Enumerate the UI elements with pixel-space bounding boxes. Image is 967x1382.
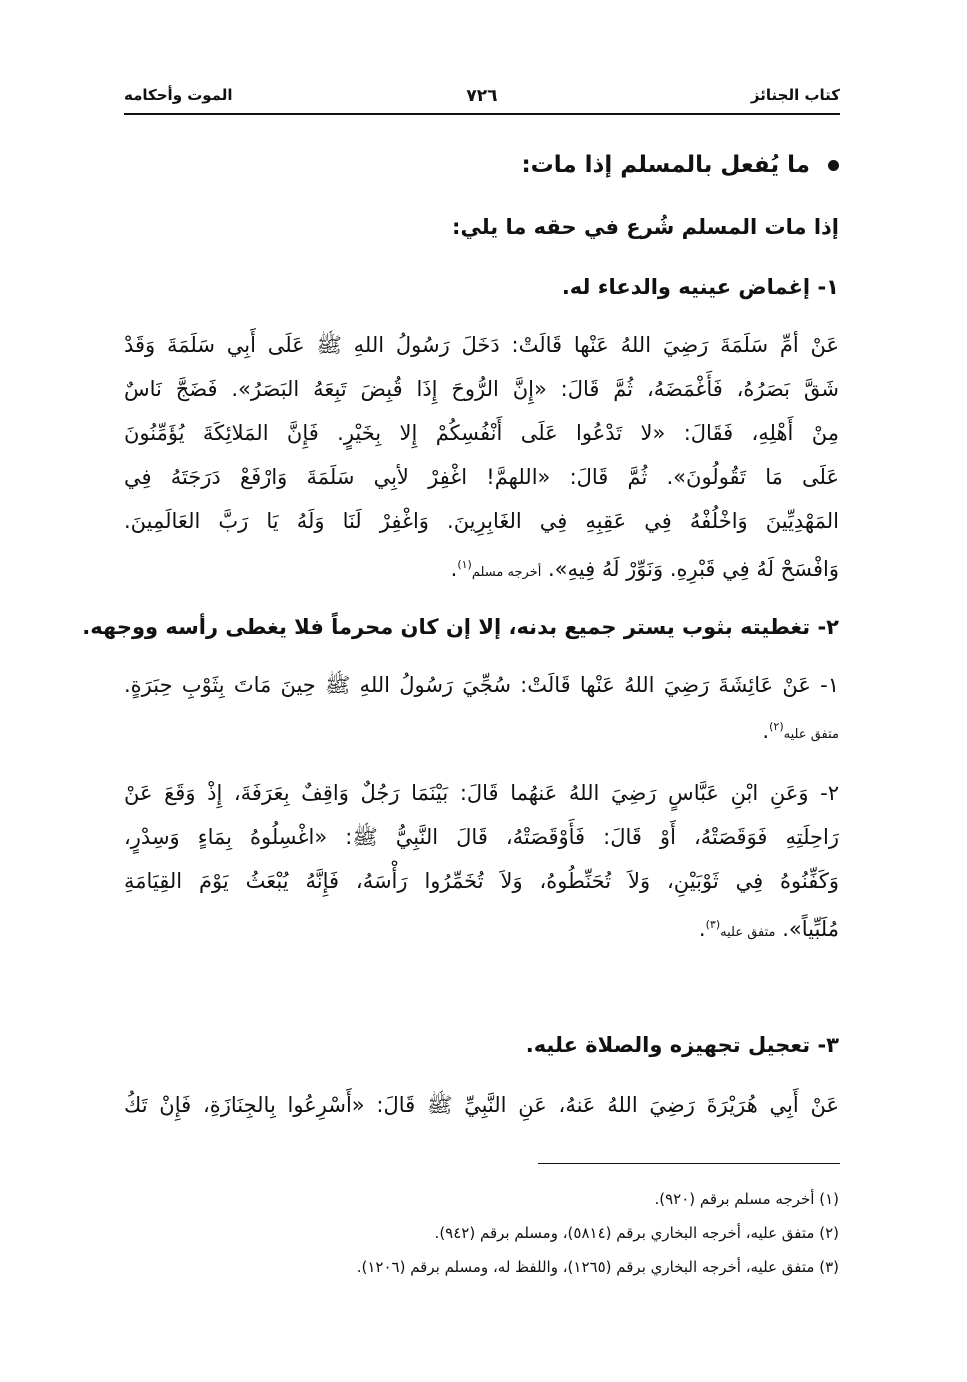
item1-line-3: مِنْ أَهْلِهِ، فَقَالَ: «لا تَدْعُوا عَلَى أَنْفُسِكُمْ إِلا بِخَيْرٍ. فَإِنَّ المَلائِكَةَ يُؤَمِّنُونَ — [124, 421, 839, 445]
source-label: متفق عليه — [720, 925, 776, 940]
footnote-1: (١) أخرجه مسلم برقم (٩٢٠). — [654, 1190, 839, 1208]
item1-line-1: عَنْ أمِّ سَلَمَةَ رَضِيَ اللهُ عَنْها قَالَتْ: دَخَلَ رَسُولُ اللهِ ﷺ عَلَى أَبِي سَلَمَةَ وَقَدْ — [124, 333, 839, 357]
source-label: متفق عليه — [783, 727, 839, 742]
item2-hadith1-line: ١- عَنْ عَائِشَةَ رَضِيَ اللهُ عَنْها قَالَتْ: سُجِّيَ رَسُولُ اللهِ ﷺ حِينَ مَاتَ بِثَوْبِ حِبَرَةٍ. — [124, 673, 839, 697]
item2-heading: ٢- تغطيته بثوب يستر جميع بدنه، إلا إن كان محرماً فلا يغطى رأسه ووجهه. — [82, 615, 839, 639]
source-label: أخرجه مسلم — [471, 565, 542, 580]
item1-line-2: شَقَّ بَصَرُهُ، فَأَغْمَضَهُ، ثُمَّ قَالَ: «إِنَّ الرُّوحَ إِذَا قُبِضَ تَبِعَهُ البَصَرُ». فَضَجَّ نَاسٌ — [124, 377, 839, 401]
bullet-icon — [828, 160, 839, 171]
book-title: كتاب الجنائز — [750, 86, 840, 104]
item2-hadith2-last-line: مُلَبِّياً». متفق عليه$^{(٣)}$. — [698, 917, 839, 941]
section-title: ما يُفعل بالمسلم إذا مات: — [124, 150, 839, 180]
section-intro: إذا مات المسلم شُرع في حقه ما يلي: — [452, 215, 839, 239]
footnote-ref: (٢) — [769, 720, 784, 733]
item3-line: عَنْ أَبِي هُرَيْرَةَ رَضِيَ اللهُ عَنهُ، عَنِ النَّبِيِّ ﷺ قَالَ: «أَسْرِعُوا بِالجِنَازَةِ، فَإِنْ تَكُ — [124, 1093, 839, 1117]
item2-hadith1-source: متفق عليه$^{(٢)}$. — [762, 719, 839, 743]
chapter-title: الموت وأحكامه — [124, 86, 233, 104]
footnote-ref: (١) — [457, 558, 472, 571]
item1-line-5: المَهْدِيِّينَ وَاخْلُفْهُ فِي عَقِبِهِ فِي الغَابِرِينَ. وَاغْفِرْ لَنَا وَلَهُ يَا رَبَّ العَالَمِينَ. — [124, 509, 839, 533]
item1-heading: ١- إغماض عينيه والدعاء له. — [561, 275, 839, 299]
header-divider — [124, 113, 840, 115]
footnote-ref: (٣) — [705, 918, 721, 931]
item2-hadith2-line-2: رَاحِلَتِهِ فَوَقَصَتْهُ، أَوْ قَالَ: فَأَوْقَصَتْهُ، قَالَ النَّبِيُّ ﷺ: «اغْسِلُوهُ بِمَاءٍ وَسِدْرٍ، — [124, 825, 839, 849]
item3-heading: ٣- تعجيل تجهيزه والصلاة عليه. — [525, 1033, 839, 1057]
item1-line-4: عَلَى مَا تَقُولُونَ». ثُمَّ قَالَ: «اللهمَّ! اغْفِرْ لأبِي سَلَمَةَ وَارْفَعْ دَرَجَتَهُ فِي — [124, 465, 839, 489]
item2-hadith2-line-1: ٢- وَعَنِ ابْنِ عَبَّاسٍ رَضِيَ اللهُ عَنهُما قَالَ: بَيْنَمَا رَجُلٌ وَاقِفٌ بِعَرَفَةَ، إِذْ وَقَعَ عَنْ — [124, 781, 839, 805]
item1-last-line: وَافْسَحْ لَهُ فِي قَبْرِهِ. وَنَوِّرْ لَهُ فِيهِ». أخرجه مسلم$^{(١)}$. — [450, 557, 839, 581]
running-header — [124, 86, 840, 112]
footnote-3: (٣) متفق عليه، أخرجه البخاري برقم (١٢٦٥)، واللفظ له، ومسلم برقم (١٢٠٦). — [356, 1258, 839, 1276]
footnote-2: (٢) متفق عليه، أخرجه البخاري برقم (٥٨١٤)، ومسلم برقم (٩٤٢). — [434, 1224, 839, 1242]
item2-hadith2-line-3: وَكَفِّنُوهُ فِي ثَوْبَيْنِ، وَلاَ تُحَنِّطُوهُ، وَلاَ تُخَمِّرُوا رَأْسَهُ، فَإِنَّهُ يُبْعَثُ يَوْمَ القِيَامَةِ — [124, 869, 839, 893]
page-number: ٧٢٦ — [466, 86, 498, 106]
footnote-divider — [538, 1163, 840, 1164]
